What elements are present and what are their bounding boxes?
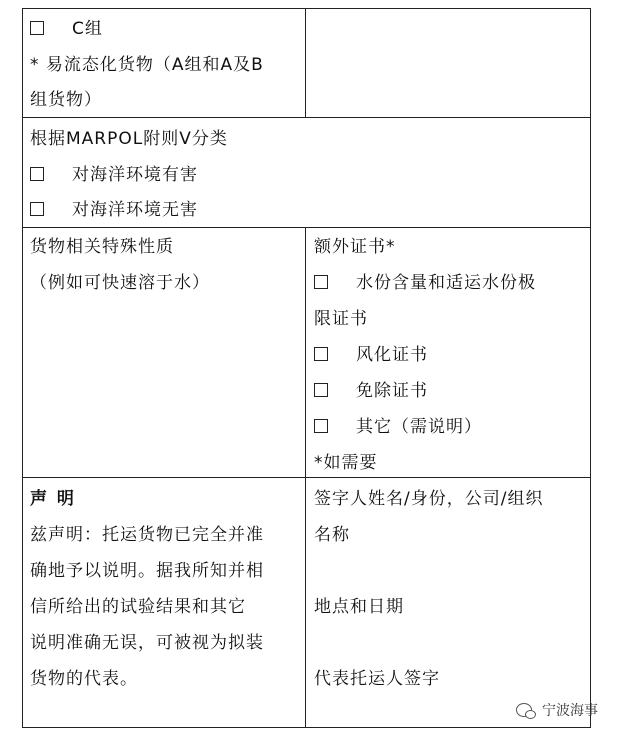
brand-name: 宁波海事	[542, 703, 598, 719]
text-line: 确地予以说明。据我所知并相	[30, 561, 264, 581]
text-line: 兹声明：托运货物已完全并准	[30, 525, 264, 545]
text-line: 代表托运人签字	[314, 669, 440, 689]
table-border	[590, 8, 591, 728]
text-line: （例如可快速溶于水）	[30, 273, 210, 293]
section-heading: 根据MARPOL附则V分类	[30, 129, 228, 149]
checkbox[interactable]	[30, 202, 44, 216]
table-border	[305, 8, 306, 118]
option-not-harmful[interactable]	[30, 199, 198, 221]
table-border	[22, 8, 591, 9]
option-label: 水份含量和适运水份极	[356, 273, 536, 293]
table-border	[22, 227, 591, 228]
text-line: 组货物）	[30, 90, 102, 110]
text-line: 货物的代表。	[30, 669, 138, 689]
text-line: 说明准确无误，可被视为拟装	[30, 633, 264, 653]
text-line: * 易流态化货物（A组和A及B	[30, 55, 264, 75]
option-label: 对海洋环境有害	[72, 165, 198, 185]
table-border	[22, 727, 591, 728]
option-label: C组	[72, 19, 103, 39]
text-line: 签字人姓名/身份，公司/组织	[314, 489, 544, 509]
checkbox[interactable]	[314, 383, 328, 397]
option-label: 风化证书	[356, 345, 428, 365]
section-heading: 货物相关特殊性质	[30, 237, 174, 257]
text-line: 信所给出的试验结果和其它	[30, 597, 246, 617]
option-label: 免除证书	[356, 381, 428, 401]
text-line: 限证书	[314, 309, 368, 329]
option-moisture-certificate[interactable]	[314, 272, 536, 294]
brand-logo	[516, 700, 598, 720]
declaration-title: 声 明	[30, 489, 76, 509]
text-line: 地点和日期	[314, 597, 404, 617]
checkbox[interactable]	[314, 347, 328, 361]
checkbox[interactable]	[314, 275, 328, 289]
option-harmful[interactable]	[30, 164, 198, 186]
option-exemption-certificate[interactable]	[314, 380, 428, 402]
option-group-c[interactable]	[30, 18, 103, 40]
option-label: 对海洋环境无害	[72, 200, 198, 220]
checkbox[interactable]	[30, 21, 44, 35]
footnote: *如需要	[314, 453, 378, 473]
section-heading: 额外证书*	[314, 237, 396, 257]
option-weathering-certificate[interactable]	[314, 344, 428, 366]
text-line: 名称	[314, 525, 350, 545]
checkbox[interactable]	[314, 419, 328, 433]
table-border	[305, 227, 306, 728]
checkbox[interactable]	[30, 167, 44, 181]
wechat-icon	[516, 703, 532, 717]
option-other[interactable]	[314, 416, 482, 438]
table-border	[22, 477, 591, 478]
table-border	[22, 8, 23, 728]
option-label: 其它（需说明）	[356, 417, 482, 437]
table-border	[22, 117, 591, 118]
